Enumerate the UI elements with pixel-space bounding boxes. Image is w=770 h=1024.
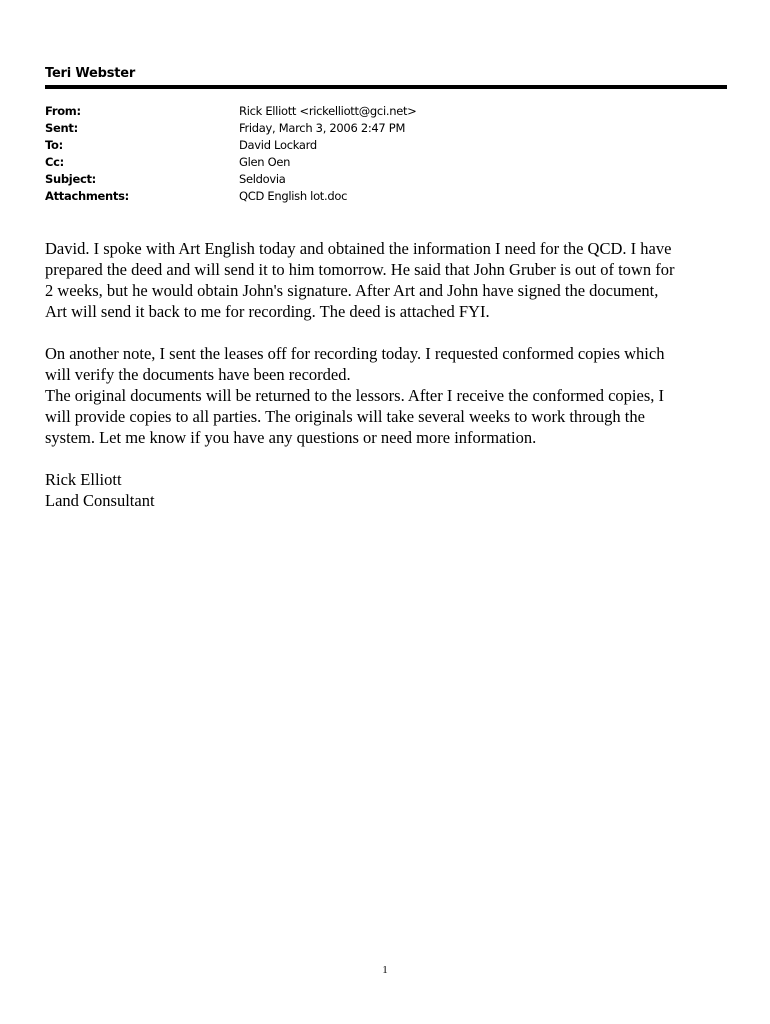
from-value: Rick Elliott <rickelliott@gci.net> <box>239 104 417 118</box>
sent-label: Sent: <box>45 121 78 135</box>
subject-value: Seldovia <box>239 172 286 186</box>
attachments-label: Attachments: <box>45 189 129 203</box>
body-paragraph-2: On another note, I sent the leases off for recording today. I requested conformed copies which will verify the documents have been recorded. <box>45 344 665 384</box>
email-header-block <box>45 103 417 205</box>
mailbox-owner-name: Teri Webster <box>45 66 136 81</box>
signature-block <box>45 469 745 511</box>
to-row <box>45 137 417 154</box>
body-paragraph-3: The original documents will be returned to the lessors. After I receive the conformed copies, I will provide copies to all parties. The originals will take several weeks to work through the system. Let me know if you have any questions or need more information. <box>45 386 664 447</box>
sent-row <box>45 120 417 137</box>
attachments-value: QCD English lot.doc <box>239 189 348 203</box>
cc-value: Glen Oen <box>239 155 291 169</box>
subject-label: Subject: <box>45 172 96 186</box>
subject-row <box>45 171 417 188</box>
cc-label: Cc: <box>45 155 64 169</box>
sent-value: Friday, March 3, 2006 2:47 PM <box>239 121 406 135</box>
page-number: 1 <box>382 964 388 976</box>
email-body <box>45 238 745 511</box>
from-row <box>45 103 417 120</box>
to-label: To: <box>45 138 63 152</box>
from-label: From: <box>45 104 81 118</box>
to-value: David Lockard <box>239 138 317 152</box>
attachments-row <box>45 188 417 205</box>
body-paragraph-1: David. I spoke with Art English today and obtained the information I need for the QCD. I have prepared the deed and will send it to him tomorrow. He said that John Gruber is out of town for 2 weeks, but he would obtain John's signature. After Art and John have signed the document, Art will send it back to me for recording. The deed is attached FYI. <box>45 239 675 321</box>
header-divider <box>45 85 727 89</box>
signature-name: Rick Elliott <box>45 470 122 489</box>
cc-row <box>45 154 417 171</box>
signature-title: Land Consultant <box>45 491 155 510</box>
